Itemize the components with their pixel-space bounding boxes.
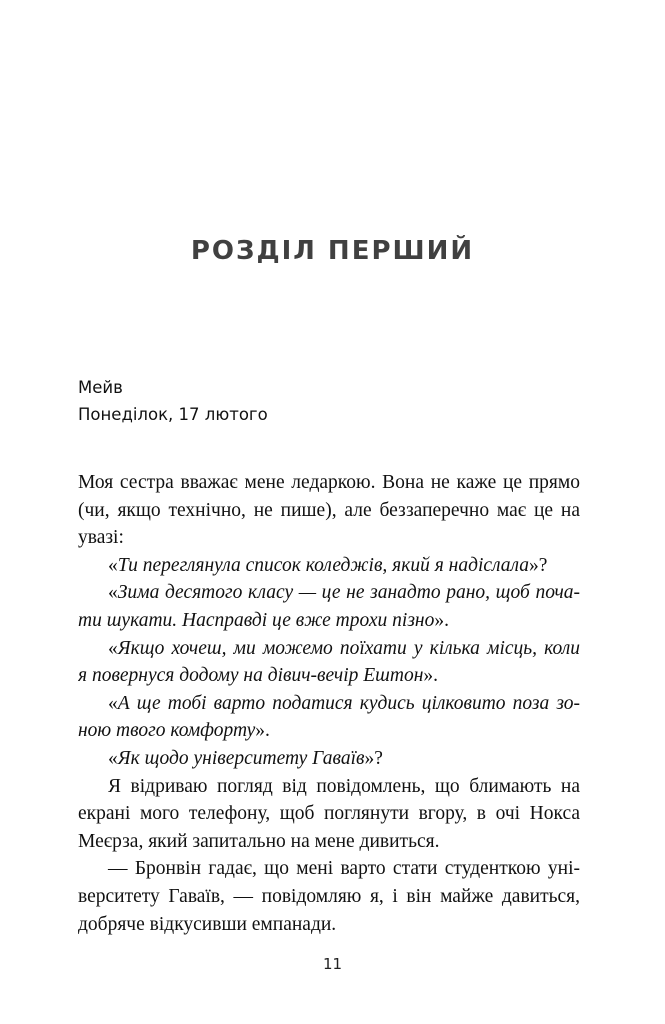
chapter-title: РОЗДІЛ ПЕРШИЙ: [190, 236, 475, 266]
text-line: верситету Гаваїв, — повідомляю я, і він майже давиться,: [78, 885, 580, 907]
quote-close: ».: [434, 609, 449, 631]
quote-text: Як щодо університету Гаваїв: [117, 747, 365, 769]
quote-text: Зима десятого класу — це не занадто рано, щоб поча-: [117, 582, 580, 604]
text-line: Я відриваю погляд від повідомлень, що блимають на: [108, 775, 580, 797]
quote-close: ».: [255, 720, 270, 742]
text-line: — Бронвін гадає, що мені варто стати студенткою уні-: [108, 858, 580, 880]
quote-line: [78, 552, 580, 580]
text-line: Меєрза, який запитально на мене дивиться.: [78, 830, 440, 852]
quote-line: [78, 579, 580, 607]
quote-text: Ти переглянула список коледжів, який я надіслала: [117, 554, 530, 576]
quote-text: ти шукати. Насправді це вже трохи пізно: [78, 609, 435, 631]
text-line: Моя сестра вважає мене ледаркою. Вона не каже це прямо: [78, 472, 580, 493]
quote-open: «: [108, 554, 118, 576]
text-line: добряче відкусивши емпанади.: [78, 913, 337, 935]
quote-open: «: [108, 582, 118, 604]
quote-line: [78, 717, 580, 745]
narrator-name: Мейв: [78, 378, 123, 397]
quote-open: «: [108, 747, 118, 769]
quote-close: ».: [423, 665, 438, 687]
quote-line: [78, 635, 580, 663]
body-text: [78, 469, 580, 938]
quote-open: «: [108, 637, 118, 659]
quote-line: [78, 662, 580, 690]
quote-close: »?: [364, 747, 383, 769]
quote-line: [78, 690, 580, 718]
quote-close: »?: [529, 554, 548, 576]
quote-line: [78, 607, 580, 635]
chapter-header: [78, 374, 268, 428]
quote-text: А ще тобі варто податися кудись цілковито поза зо-: [117, 692, 580, 714]
text-line: (чи, якщо технічно, не пише), але беззаперечно має це на: [78, 499, 580, 521]
quote-open: «: [108, 692, 118, 714]
quote-text: ною твого комфорту: [78, 720, 256, 742]
quote-text: Якщо хочеш, ми можемо поїхати у кілька місць, коли: [117, 637, 580, 659]
text-line: увазі:: [78, 527, 124, 549]
page-number: 11: [322, 955, 343, 973]
chapter-date: Понеділок, 17 лютого: [78, 405, 268, 424]
quote-line: [78, 745, 580, 773]
text-line: екрані мого телефону, щоб поглянути вгору, в очі Нокса: [78, 803, 580, 825]
quote-text: я повернуся додому на дівич-вечір Ештон: [78, 665, 424, 687]
